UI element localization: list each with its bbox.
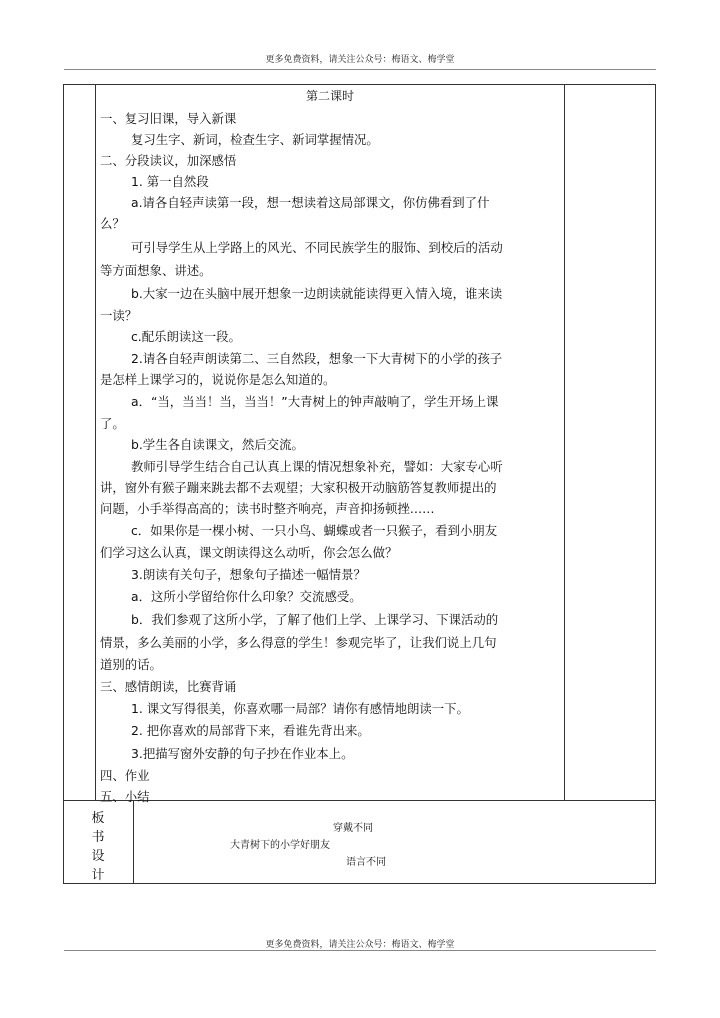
right-column-divider [564, 84, 565, 800]
text-line: c.配乐朗读这一段。 [131, 329, 241, 344]
text-line: 复习生字、新词，检查生字、新词掌握情况。 [131, 132, 379, 147]
lesson-title: 第二课时 [305, 89, 354, 103]
text-line: 可引导学生从上学路上的风光、不同民族学生的服饰、到校后的活动 [131, 240, 503, 255]
text-line: 1. 课文写得很美，你喜欢哪一局部？请你有感情地朗读一下。 [131, 701, 469, 716]
text-line: 2.请各自轻声朗读第二、三自然段，想象一下大青树下的小学的孩子 [131, 351, 503, 366]
text-line: 问题，小手举得高高的；读书时整齐响亮，声音抑扬顿挫…… [100, 501, 435, 516]
text-line: 们学习这么认真，课文朗读得这么动听，你会怎么做？ [100, 545, 398, 560]
text-line: 3.把描写窗外安静的句子抄在作业本上。 [131, 746, 354, 761]
text-line: 讲，窗外有猴子蹦来跳去都不去观望；大家积极开动脑筋答复教师提出的 [100, 480, 497, 495]
board-row-divider [63, 800, 656, 801]
text-line: 了。 [100, 416, 125, 431]
section-heading: 二、分段读议，加深感悟 [100, 153, 237, 168]
text-line: 是怎样上课学习的，说说你是怎么知道的。 [100, 372, 336, 387]
text-line: 一读？ [100, 308, 138, 323]
board-label-char: 计 [91, 868, 105, 883]
board-middle-text: 大青树下的小学好朋友 [230, 840, 330, 851]
section-heading: 一、复习旧课，导入新课 [100, 111, 237, 126]
text-line: 情景，多么美丽的小学，多么得意的学生！参观完毕了，让我们说上几句 [100, 635, 497, 650]
text-line: 3.朗读有关句子，想象句子描述一幅情景？ [131, 567, 366, 582]
text-line: 么？ [100, 216, 125, 231]
text-line: 教师引导学生结合自己认真上课的情况想象补充，譬如：大家专心听 [131, 459, 503, 474]
text-line: c．如果你是一棵小树、一只小鸟、蝴蝶或者一只猴子，看到小朋友 [131, 523, 498, 538]
page-header-text: 更多免费资料，请关注公众号：梅语文、梅学堂 [265, 55, 455, 65]
page-footer-text: 更多免费资料，请关注公众号：梅语文、梅学堂 [265, 940, 455, 950]
header-rule [64, 69, 656, 70]
section-heading: 五、小结 [100, 789, 150, 804]
board-bottom-text: 语言不同 [346, 857, 386, 868]
text-line: b．我们参观了这所小学，了解了他们上学、上课学习、下课活动的 [131, 612, 499, 627]
left-column-divider [95, 84, 96, 800]
text-line: b.大家一边在头脑中展开想象一边朗读就能读得更入情入境，谁来读 [131, 286, 503, 301]
text-line: 等方面想象、讲述。 [100, 263, 212, 278]
text-line: a．这所小学留给你什么印象？交流感受。 [131, 589, 362, 604]
text-line: 2. 把你喜欢的局部背下来，看谁先背出来。 [131, 723, 370, 738]
text-line: 1. 第一自然段 [131, 174, 209, 189]
text-line: a.请各自轻声读第一段，想一想读着这局部课文，你仿佛看到了什 [131, 195, 490, 210]
section-heading: 四、作业 [100, 768, 150, 783]
board-label-char: 板 [91, 811, 105, 826]
section-heading: 三、感情朗读，比赛背诵 [100, 679, 237, 694]
text-line: b.学生各自读课文，然后交流。 [131, 437, 304, 452]
board-label-char: 设 [91, 849, 105, 864]
text-line: 道别的话。 [100, 657, 162, 672]
text-line: a．“当，当当！当，当当！”大青树上的钟声敲响了，学生开场上课 [131, 394, 499, 409]
board-label-char: 书 [91, 830, 105, 845]
footer-rule [64, 950, 656, 951]
board-label-divider [133, 800, 134, 884]
board-top-text: 穿戴不同 [333, 823, 373, 834]
